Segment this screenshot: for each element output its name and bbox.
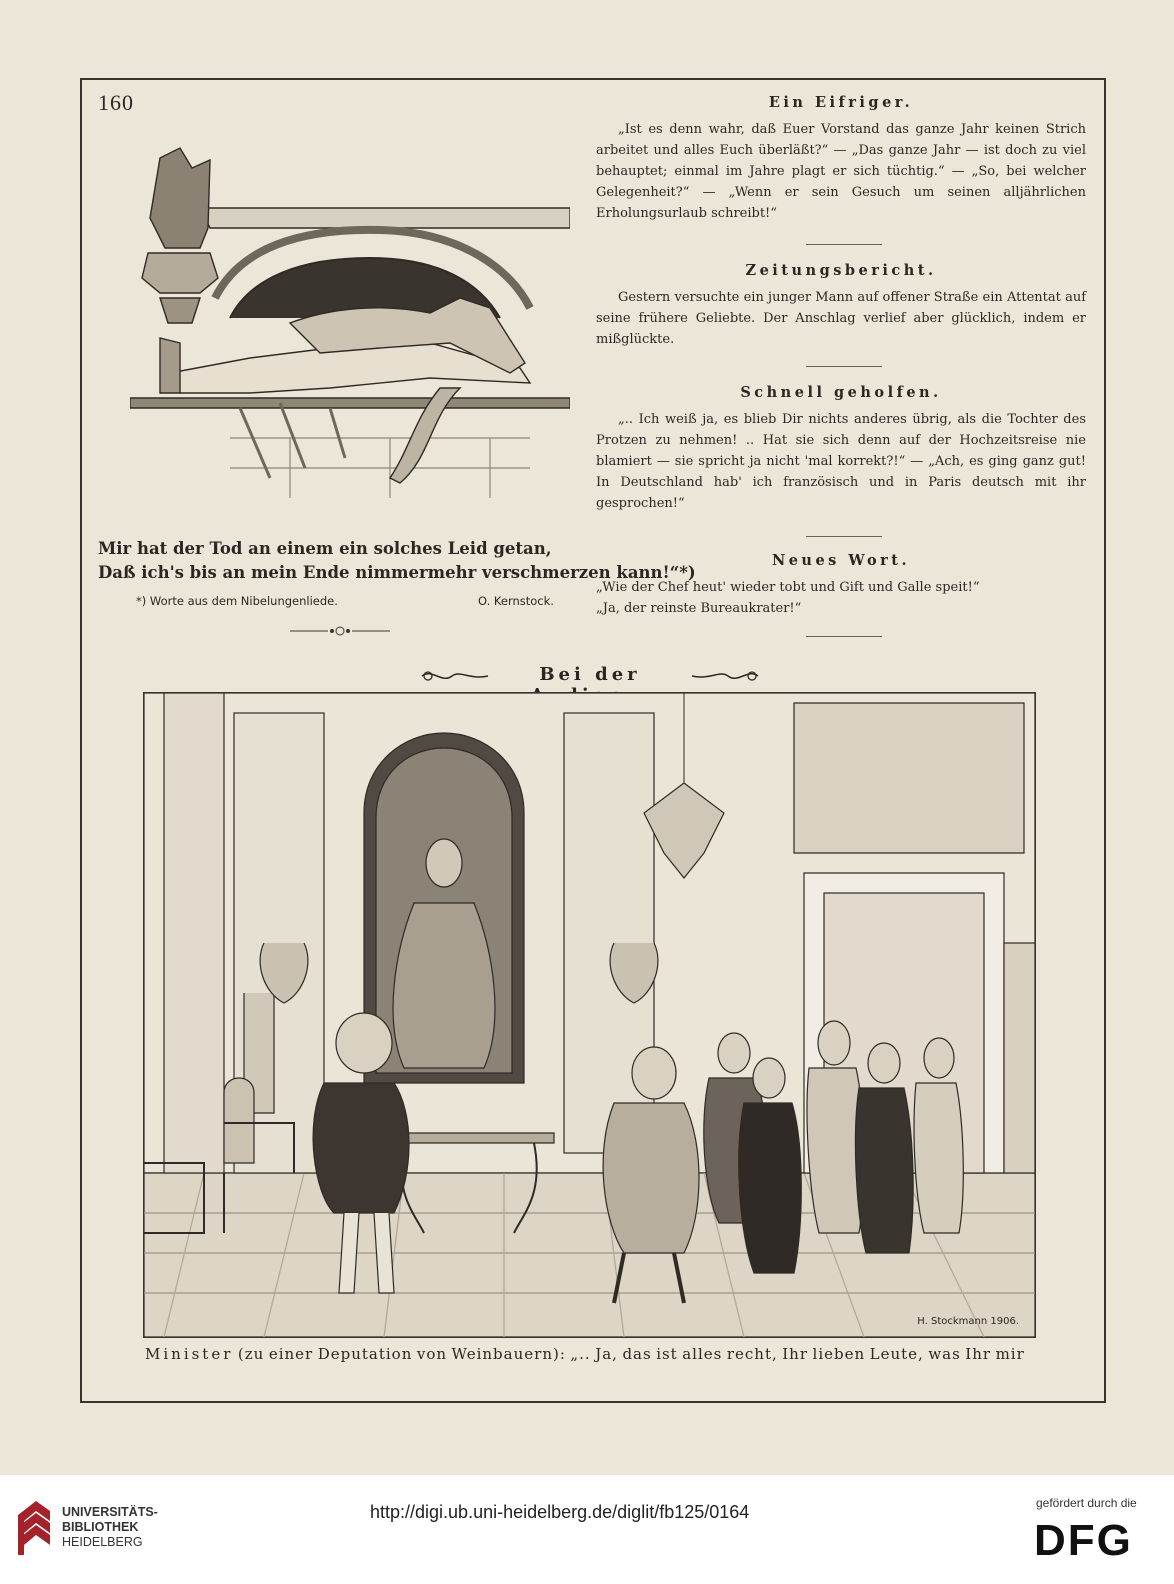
nibelungen-illustration bbox=[130, 138, 570, 500]
caption-word: Leute, bbox=[869, 1345, 924, 1363]
caption-word: einer bbox=[268, 1345, 314, 1363]
caption-word: Weinbauern): bbox=[451, 1345, 566, 1363]
caption-word: von bbox=[416, 1345, 448, 1363]
divider-rule bbox=[806, 636, 882, 637]
caption-word: ist bbox=[656, 1345, 678, 1363]
divider-rule bbox=[806, 366, 882, 367]
divider-rule bbox=[806, 244, 882, 245]
article-paragraph: „Wie der Chef heut' wieder tobt und Gift und Galle speit!“ bbox=[596, 580, 980, 595]
library-line: HEIDELBERG bbox=[62, 1535, 143, 1549]
caption-word: Deputation bbox=[317, 1345, 413, 1363]
caption-word: alles bbox=[682, 1345, 723, 1363]
caption-word: mir bbox=[995, 1345, 1025, 1363]
ornament-divider bbox=[290, 624, 390, 638]
caption-word: recht, bbox=[726, 1345, 778, 1363]
article-title: Zeitungsbericht. bbox=[745, 262, 937, 279]
article-zeitungsbericht bbox=[596, 262, 1086, 350]
library-line: BIBLIOTHEK bbox=[62, 1520, 139, 1534]
article-title: Ein Eifriger. bbox=[768, 94, 914, 111]
dfg-logo[interactable]: DFG bbox=[1034, 1516, 1133, 1565]
sponsor-text: gefördert durch die bbox=[1036, 1496, 1137, 1510]
caption-word: (zu bbox=[237, 1345, 265, 1363]
audience-scene bbox=[144, 693, 1035, 1337]
footnote: *) Worte aus dem Nibelungenliede. bbox=[136, 594, 338, 608]
article-title: Schnell geholfen. bbox=[740, 384, 942, 401]
caption-word: lieben bbox=[812, 1345, 866, 1363]
caption-word: Ja, bbox=[595, 1345, 618, 1363]
artist-signature: H. Stockmann 1906. bbox=[917, 1316, 1019, 1327]
poem-author: O. Kernstock. bbox=[478, 594, 554, 608]
poem-caption bbox=[98, 537, 696, 585]
caption-word: das bbox=[622, 1345, 652, 1363]
university-library-logo-icon[interactable] bbox=[14, 1497, 54, 1557]
permalink-url[interactable]: http://digi.ub.uni-heidelberg.de/diglit/fb125/0164 bbox=[370, 1502, 750, 1522]
article-neues-wort bbox=[596, 552, 1086, 619]
flourish-right-icon bbox=[690, 666, 760, 686]
article-paragraph: Gestern versuchte ein junger Mann auf offener Straße ein Attentat auf seine frühere Geliebte. Der Anschlag verlief aber glücklich, indem er mißglückte. bbox=[596, 290, 1086, 347]
article-paragraph: „.. Ich weiß ja, es blieb Dir nichts anderes übrig, als die Tochter des Protzen zu nehmen! .. Hat sie sich denn auf der Hochzeitsreise nie blamiert — sie spricht ja nicht 'mal korrekt?!“ — „Ach, es ging ganz gut! In Deutschland hab' ich französisch und in Paris deutsch mit ihr gesprochen!“ bbox=[596, 412, 1086, 511]
article-paragraph: „Ist es denn wahr, daß Euer Vorstand das ganze Jahr keinen Strich arbeitet und alles Euch überläßt?“ — „Das ganze Jahr — ist doch zu viel behauptet; einmal im Jahre plagt er sich tüchtig.“ — „So, bei welcher Gelegenheit?“ — „Wenn er sein Gesuch um seinen alljährlichen Erholungsurlaub schreibt!“ bbox=[596, 122, 1086, 221]
caption-word: Ihr bbox=[782, 1345, 809, 1363]
article-ein-eifriger bbox=[596, 94, 1086, 224]
caption-word: was bbox=[928, 1345, 961, 1363]
divider-rule bbox=[806, 536, 882, 537]
illustration-caption bbox=[145, 1345, 1025, 1363]
article-schnell-geholfen bbox=[596, 384, 1086, 514]
caption-word: „.. bbox=[570, 1345, 591, 1363]
caption-word: Ihr bbox=[965, 1345, 992, 1363]
poem-line-2: Daß ich's bis an mein Ende nimmermehr verschmerzen kann!“*) bbox=[98, 563, 696, 582]
section-title-bar bbox=[420, 660, 760, 690]
poem-line-1: Mir hat der Tod an einem ein solches Leid getan, bbox=[98, 539, 552, 558]
article-paragraph: „Ja, der reinste Bureaukrater!“ bbox=[596, 601, 802, 616]
article-title: Neues Wort. bbox=[771, 552, 911, 569]
university-library-name[interactable] bbox=[62, 1505, 158, 1550]
page-number: 160 bbox=[98, 90, 134, 115]
section-title: Bei der bbox=[539, 664, 641, 685]
library-line: UNIVERSITÄTS- bbox=[62, 1505, 158, 1519]
caption-word: Minister bbox=[145, 1345, 234, 1363]
audience-illustration bbox=[143, 692, 1036, 1338]
